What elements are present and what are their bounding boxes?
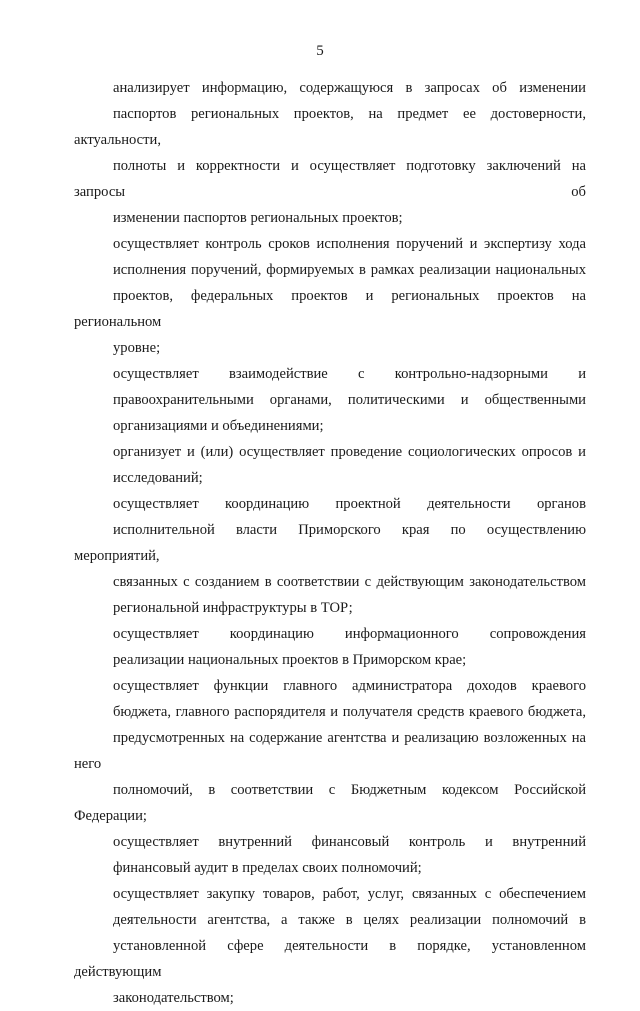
text-line: осуществляет внутренний финансовый контроль и внутренний xyxy=(113,834,586,850)
text-line: анализирует информацию, содержащуюся в запросах об изменении xyxy=(113,80,586,96)
text-line: бюджета, главного распорядителя и получателя средств краевого бюджета, xyxy=(113,704,586,720)
text-line: проектов, федеральных проектов и региональных проектов на региональном xyxy=(74,288,586,330)
text-line: исследований; xyxy=(113,470,203,486)
paragraph-budget xyxy=(74,673,586,829)
paragraph-surveys xyxy=(74,439,586,491)
text-line: исполнительной власти Приморского края по осуществлению мероприятий, xyxy=(74,522,586,564)
text-line: осуществляет контроль сроков исполнения поручений и экспертизу хода xyxy=(113,236,586,252)
text-line: региональной инфраструктуры в ТОР; xyxy=(113,600,353,616)
text-line: паспортов региональных проектов, на предмет ее достоверности, актуальности, xyxy=(74,106,586,148)
paragraph-control xyxy=(74,231,586,361)
text-line: организует и (или) осуществляет проведение социологических опросов и xyxy=(113,444,586,460)
text-line: осуществляет координацию информационного сопровождения xyxy=(113,626,586,642)
paragraph-procurement xyxy=(74,881,586,1011)
text-line: осуществляет взаимодействие с контрольно-надзорными и xyxy=(113,366,586,382)
text-line: связанных с созданием в соответствии с действующим законодательством xyxy=(113,574,586,590)
text-line: предусмотренных на содержание агентства и реализацию возложенных на него xyxy=(74,730,586,772)
paragraph-analysis xyxy=(74,75,586,231)
text-line: правоохранительными органами, политическими и общественными xyxy=(113,392,586,408)
paragraph-coordination xyxy=(74,491,586,621)
text-line: осуществляет координацию проектной деятельности органов xyxy=(113,496,586,512)
text-line: реализации национальных проектов в Приморском крае; xyxy=(113,652,467,668)
text-line: исполнения поручений, формируемых в рамках реализации национальных xyxy=(113,262,586,278)
text-line: финансовый аудит в пределах своих полномочий; xyxy=(113,860,422,876)
paragraph-audit xyxy=(74,829,586,881)
text-line: уровне; xyxy=(113,340,161,356)
text-line: изменении паспортов региональных проектов; xyxy=(113,210,403,226)
document-body xyxy=(74,75,586,1011)
page-number: 5 xyxy=(316,43,324,59)
text-line: осуществляет функции главного администратора доходов краевого xyxy=(113,678,586,694)
paragraph-information xyxy=(74,621,586,673)
paragraph-interaction xyxy=(74,361,586,439)
text-line: полноты и корректности и осуществляет подготовку заключений на запросы об xyxy=(74,158,586,200)
text-line: деятельности агентства, а также в целях реализации полномочий в xyxy=(113,912,586,928)
text-line: законодательством; xyxy=(113,990,234,1006)
text-line: полномочий, в соответствии с Бюджетным кодексом Российской Федерации; xyxy=(74,782,586,824)
text-line: установленной сфере деятельности в порядке, установленном действующим xyxy=(74,938,586,980)
text-line: осуществляет закупку товаров, работ, услуг, связанных с обеспечением xyxy=(113,886,586,902)
text-line: организациями и объединениями; xyxy=(113,418,324,434)
